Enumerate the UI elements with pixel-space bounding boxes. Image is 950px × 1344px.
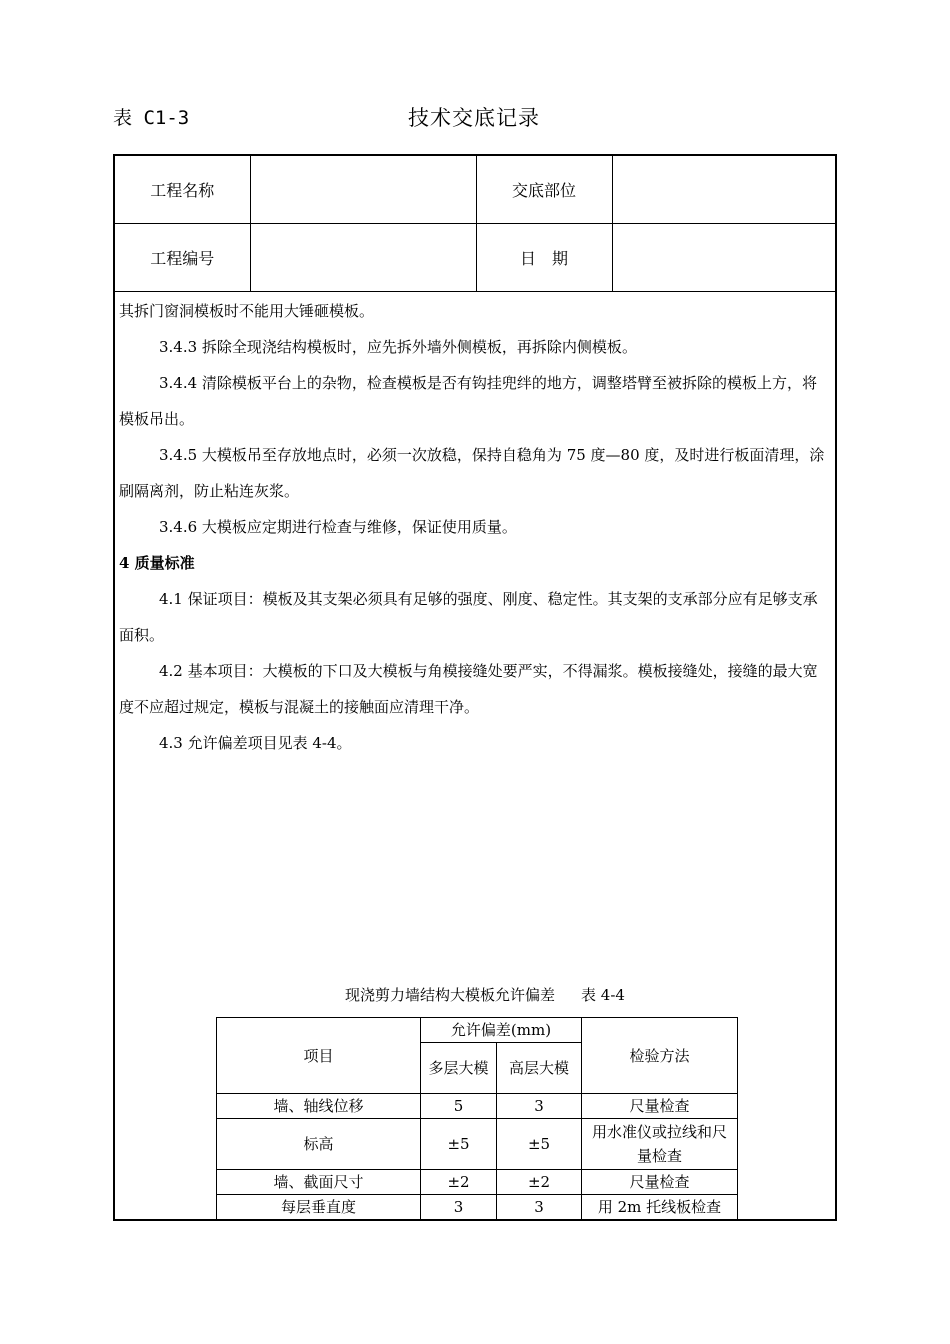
paragraph: 4.1 保证项目：模板及其支架必须具有足够的强度、刚度、稳定性。其支架的支承部分应有足够支承面积。	[119, 590, 818, 644]
col-header-method: 检验方法	[582, 1018, 738, 1094]
table-cell: 尺量检查	[582, 1094, 738, 1119]
date-field[interactable]	[612, 224, 835, 292]
col-header-multi: 多层大模	[421, 1043, 497, 1094]
table-cell: ±5	[497, 1119, 582, 1170]
project-no-field[interactable]	[250, 224, 476, 292]
table-cell: 标高	[217, 1119, 421, 1170]
col-header-high: 高层大模	[497, 1043, 582, 1094]
table-cell: 每层垂直度	[217, 1195, 421, 1220]
paragraph: 4.2 基本项目：大模板的下口及大模板与角模接缝处要严实，不得漏浆。模板接缝处，接缝的最大宽度不应超过规定，模板与混凝土的接触面应清理干净。	[119, 662, 818, 716]
location-label: 交底部位	[476, 156, 612, 224]
paragraph: 3.4.3 拆除全现浇结构模板时，应先拆外墙外侧模板，再拆除内侧模板。	[159, 338, 637, 356]
paragraph: 3.4.5 大模板吊至存放地点时，必须一次放稳，保持自稳角为 75 度—80 度，及时进行板面清理，涂刷隔离剂，防止粘连灰浆。	[119, 446, 825, 500]
paragraph: 3.4.4 清除模板平台上的杂物，检查模板是否有钩挂兜绊的地方，调整塔臂至被拆除的模板上方，将模板吊出。	[119, 374, 817, 428]
col-header-tolerance: 允许偏差(mm)	[421, 1018, 582, 1043]
header-table	[115, 156, 835, 292]
table-cell: ±5	[421, 1119, 497, 1170]
table-cell: 尺量检查	[582, 1170, 738, 1195]
project-no-label: 工程编号	[115, 224, 250, 292]
table-cell: 3	[497, 1195, 582, 1220]
form-title: 技术交底记录	[408, 106, 540, 130]
project-name-label: 工程名称	[115, 156, 250, 224]
form-code: 表 C1-3	[113, 107, 190, 129]
paragraph: 3.4.6 大模板应定期进行检查与维修，保证使用质量。	[159, 518, 517, 536]
table-cell: ±2	[497, 1170, 582, 1195]
section-heading: 4 质量标准	[119, 554, 195, 572]
table-cell: 3	[497, 1094, 582, 1119]
record-frame	[113, 154, 837, 1221]
date-label: 日 期	[476, 224, 612, 292]
tolerance-table	[216, 1017, 738, 1220]
paragraph: 4.3 允许偏差项目见表 4-4。	[159, 734, 352, 752]
content-body	[119, 293, 831, 761]
table-cell: 5	[421, 1094, 497, 1119]
table-caption-number: 表 4-4	[581, 986, 625, 1004]
project-name-field[interactable]	[250, 156, 476, 224]
table-cell: 用水准仪或拉线和尺量检查	[582, 1119, 738, 1170]
table-caption	[115, 984, 835, 1005]
location-field[interactable]	[612, 156, 835, 224]
col-header-item: 项目	[217, 1018, 421, 1094]
table-cell: 用 2m 托线板检查	[582, 1195, 738, 1220]
table-caption-title: 现浇剪力墙结构大模板允许偏差	[345, 986, 556, 1004]
table-cell: ±2	[421, 1170, 497, 1195]
table-cell: 墙、轴线位移	[217, 1094, 421, 1119]
paragraph: 其拆门窗洞模板时不能用大锤砸模板。	[119, 302, 375, 320]
table-cell: 3	[421, 1195, 497, 1220]
table-cell: 墙、截面尺寸	[217, 1170, 421, 1195]
